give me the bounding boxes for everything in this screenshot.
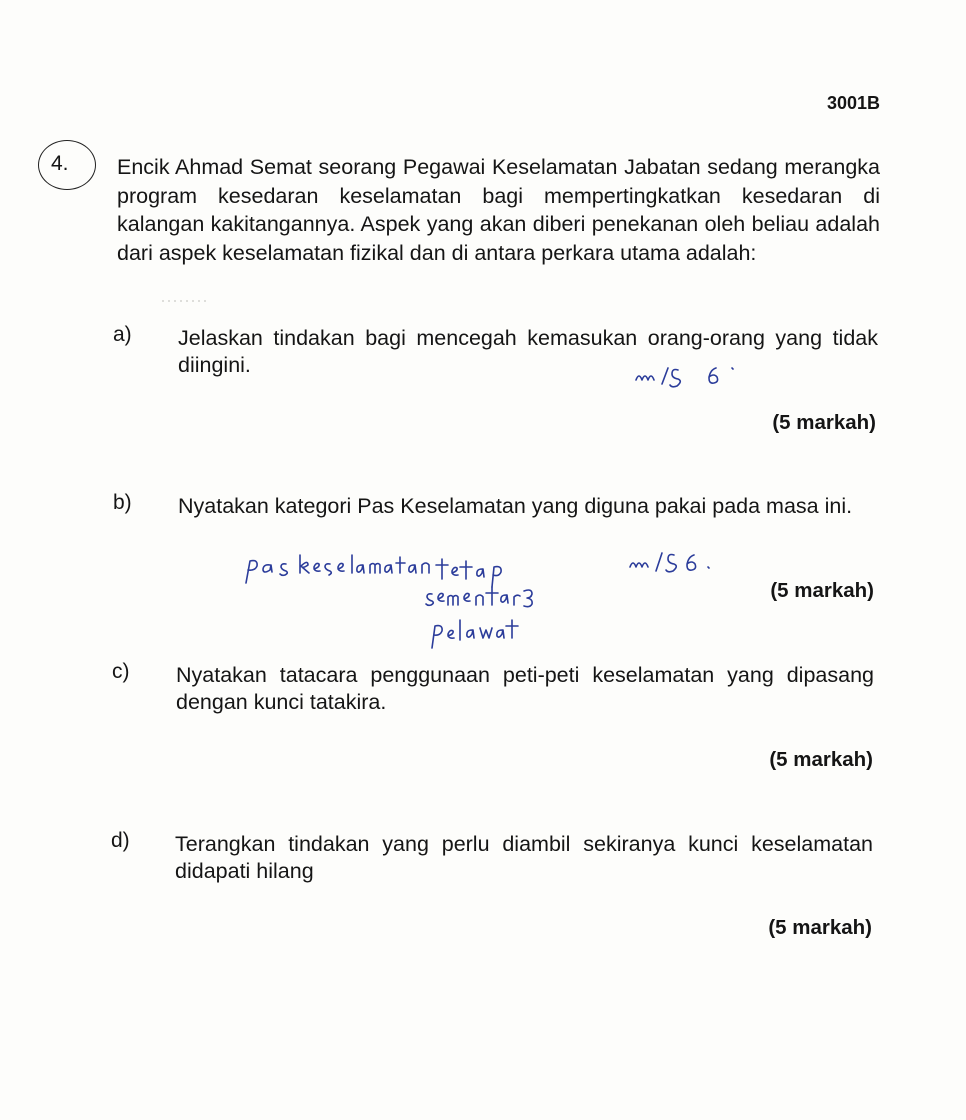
part-c-label: c) (112, 660, 130, 683)
part-b-label: b) (113, 491, 132, 514)
part-a-text: Jelaskan tindakan bagi mencegah kemasukan orang-orang yang tidak diingini. (178, 326, 878, 377)
part-d-label: d) (111, 829, 130, 852)
part-b-marks: (5 markah) (770, 579, 874, 602)
handwritten-note-b-line2 (424, 583, 544, 615)
part-c-marks: (5 markah) (769, 748, 873, 771)
part-d-text: Terangkan tindakan yang perlu diambil sekiranya kunci keselamatan didapati hilang (175, 832, 873, 883)
question-intro: Encik Ahmad Semat seorang Pegawai Keselamatan Jabatan sedang merangka program kesedaran keselamatan bagi mempertingkatkan kesedaran di kalangan kakitangannya. Aspek yang akan diberi penekanan oleh beliau adalah dari aspek keselamatan fizikal dan di antara perkara utama adalah: (117, 155, 880, 265)
part-a-marks: (5 markah) (772, 411, 876, 434)
part-b-text: Nyatakan kategori Pas Keselamatan yang diguna pakai pada masa ini. (178, 494, 853, 518)
handwritten-note-a (634, 358, 754, 392)
paper-code: 3001B (826, 93, 880, 113)
part-c-text: Nyatakan tatacara penggunaan peti-peti keselamatan yang dipasang dengan kunci tatakira. (176, 663, 874, 714)
part-a-label: a) (113, 323, 132, 346)
handwritten-note-b-ref (628, 547, 728, 577)
bleed-through-text: ········ (160, 290, 208, 310)
handwritten-note-b-line3 (428, 616, 528, 650)
part-d-marks: (5 markah) (768, 916, 872, 939)
question-number: 4. (51, 152, 69, 175)
